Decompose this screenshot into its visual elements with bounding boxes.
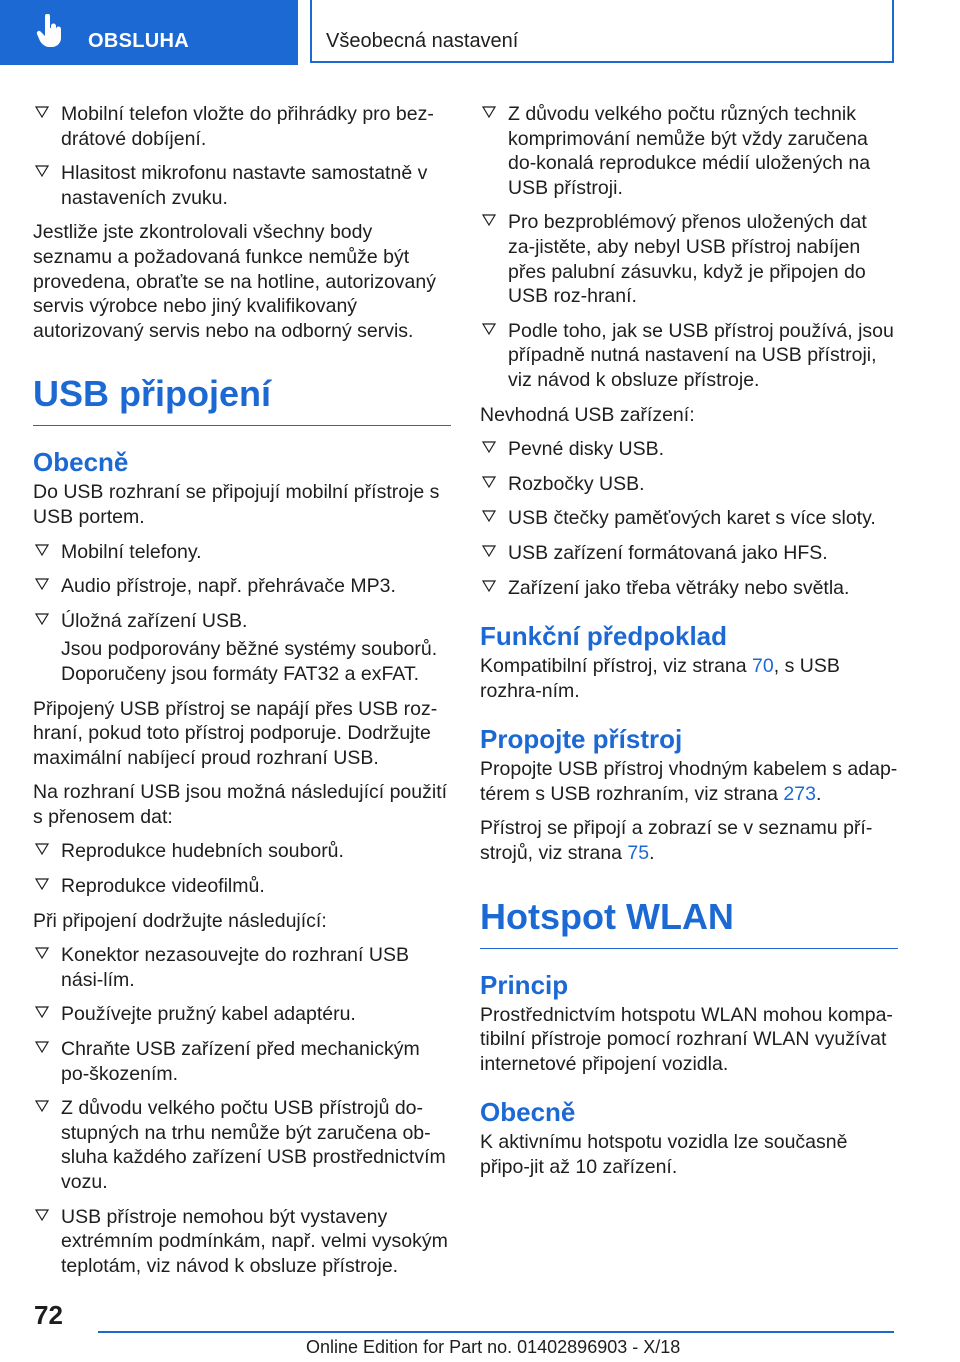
bullet-triangle-icon (35, 105, 49, 119)
list-item-text: Z důvodu velkého počtu různých technik komprimování nemůže být vždy zaručena do‐konalá reprodukce médií uložených na USB přístroji. (508, 103, 871, 199)
list-item-text: Používejte pružný kabel adaptéru. (61, 1003, 356, 1026)
subheading-general: Obecně (33, 447, 129, 478)
section-tab-label: OBSLUHA (88, 30, 189, 52)
bullet-triangle-icon (482, 475, 496, 489)
list-item (480, 472, 898, 497)
paragraph: Na rozhraní USB jsou možná následující použití s přenosem dat: (33, 781, 448, 828)
list-item (33, 874, 451, 899)
text: Přístroj se připojí a zobrazí se v seznamu pří‐strojů, viz strana (480, 817, 873, 865)
bullet-triangle-icon (482, 509, 496, 523)
list-item-text: Rozbočky USB. (508, 472, 645, 495)
list-item (480, 576, 898, 601)
list-item-text: USB zařízení formátovaná jako HFS. (508, 541, 828, 564)
subheading-connect-device: Propojte přístroj (480, 724, 683, 755)
list-item-text: Mobilní telefony. (61, 540, 202, 563)
paragraph: Nevhodná USB zařízení: (480, 403, 695, 426)
bullet-triangle-icon (482, 105, 496, 119)
page-link-70[interactable]: 70 (752, 655, 774, 678)
bullet-triangle-icon (35, 877, 49, 891)
list-item (33, 540, 451, 565)
subheading-general: Obecně (480, 1097, 576, 1128)
paragraph: Jestliže jste zkontrolovali všechny body seznamu a požadovaná funkce nemůže být provedena, obraťte se na hotline, autorizovaný servis výrobce nebo jiný kvalifikovaný autorizovaný servis nebo na odborný servis. (33, 221, 436, 342)
list-item-text: Podle toho, jak se USB přístroj používá, jsou případně nutná nastavení na USB přístroji, viz návod k obsluze přístroje. (508, 319, 894, 391)
list-item-text: Konektor nezasouvejte do rozhraní USB nási‐lím. (61, 944, 409, 991)
left-column (33, 102, 451, 1288)
bullet-triangle-icon (35, 1005, 49, 1019)
list-item-text: USB čtečky paměťových karet s více sloty. (508, 507, 876, 530)
text: Kompatibilní přístroj, viz strana (480, 655, 753, 678)
bullet-triangle-icon (482, 440, 496, 454)
list-item (480, 437, 898, 462)
bullet-triangle-icon (482, 322, 496, 336)
paragraph: Do USB rozhraní se připojují mobilní přístroje s USB portem. (33, 481, 440, 528)
bullet-triangle-icon (35, 543, 49, 557)
page-link-75[interactable]: 75 (627, 842, 650, 865)
list-item (33, 839, 451, 864)
list-item-text: Pro bezproblémový přenos uložených dat za‐jistěte, aby nebyl USB přístroj nabíjen přes palubní zásuvku, když je připojen do USB roz‐hraní. (508, 211, 867, 308)
paragraph (480, 816, 898, 865)
list-item (480, 319, 898, 393)
list-item (33, 1037, 451, 1086)
bullet-triangle-icon (35, 612, 49, 626)
paragraph: Při připojení dodržujte následující: (33, 909, 327, 932)
list-item (33, 1096, 451, 1194)
list-item-text: Hlasitost mikrofonu nastavte samostatně v nastaveních zvuku. (61, 162, 428, 209)
bullet-triangle-icon (35, 577, 49, 591)
list-item (480, 210, 898, 308)
footer-divider (98, 1331, 894, 1333)
list-item-text: Audio přístroje, např. přehrávače MP3. (61, 575, 396, 598)
list-item (33, 1205, 451, 1279)
subheading-functional-requirement: Funkční předpoklad (480, 621, 728, 652)
bullet-triangle-icon (35, 1099, 49, 1113)
list-item-text: Zařízení jako třeba větráky nebo světla. (508, 576, 850, 599)
list-item (33, 609, 451, 634)
list-item (480, 506, 898, 531)
right-column (480, 102, 898, 1190)
list-item (33, 574, 451, 599)
list-item-note: Jsou podporovány běžné systémy souborů. Doporučeny jsou formáty FAT32 a exFAT. (61, 638, 438, 685)
footer-edition: Online Edition for Part no. 01402896903 - X/18 (306, 1337, 681, 1357)
hand-pointer-icon (36, 14, 64, 48)
bullet-triangle-icon (482, 579, 496, 593)
header-section (310, 0, 894, 63)
list-item-text: Mobilní telefon vložte do přihrádky pro bez‐drátové dobíjení. (61, 103, 434, 150)
list-item (33, 943, 451, 992)
page-number: 72 (34, 1300, 63, 1330)
text: , s USB rozhra‐ním. (480, 655, 840, 702)
list-item-text: Reprodukce videofilmů. (61, 875, 265, 898)
list-item-text: Pevné disky USB. (508, 438, 665, 461)
text: Propojte USB přístroj vhodným kabelem s adap‐térem s USB rozhraním, viz strana (480, 758, 898, 805)
bullet-triangle-icon (35, 946, 49, 960)
bullet-triangle-icon (35, 164, 49, 178)
list-item-text: Úložná zařízení USB. (61, 609, 248, 632)
page-link-273[interactable]: 273 (783, 782, 816, 805)
paragraph: Prostřednictvím hotspotu WLAN mohou kompa‐tibilní přístroje pomocí rozhraní WLAN využívat internetové připojení vozidla. (480, 1003, 893, 1075)
list-item-text: Chraňte USB zařízení před mechanickým po‐škozením. (61, 1038, 420, 1085)
bullet-triangle-icon (35, 1040, 49, 1054)
list-item-text: Reprodukce hudebních souborů. (61, 840, 344, 863)
list-item (33, 1002, 451, 1027)
bullet-triangle-icon (482, 213, 496, 227)
list-item-text: USB přístroje nemohou být vystaveny extrémním podmínkám, např. velmi vysokým teplotám, viz návod k obsluze přístroje. (61, 1205, 448, 1277)
list-item (480, 541, 898, 566)
paragraph: K aktivnímu hotspotu vozidla lze současně připo‐jit až 10 zařízení. (480, 1131, 848, 1179)
list-item (480, 102, 898, 200)
section-title: Všeobecná nastavení (326, 30, 519, 52)
bullet-triangle-icon (35, 1208, 49, 1222)
bullet-triangle-icon (35, 842, 49, 856)
heading-usb: USB připojení (33, 373, 451, 426)
list-item (33, 102, 451, 151)
heading-hotspot: Hotspot WLAN (480, 896, 898, 949)
paragraph: Připojený USB přístroj se napájí přes USB roz‐hraní, pokud toto přístroj podporuje. Dodržujte maximální nabíjecí proud rozhraní USB. (33, 697, 438, 769)
paragraph (480, 757, 898, 806)
subheading-principle: Princip (480, 969, 569, 1000)
bullet-triangle-icon (482, 544, 496, 558)
paragraph (480, 654, 898, 703)
list-item-text: Z důvodu velkého počtu USB přístrojů do‐stupných na trhu nemůže být zaručena ob‐sluha každého zařízení USB prostřednictvím vozu. (61, 1097, 446, 1193)
text: . (649, 842, 655, 865)
header-tab (0, 0, 298, 65)
text: . (815, 782, 822, 805)
list-item (33, 161, 451, 210)
